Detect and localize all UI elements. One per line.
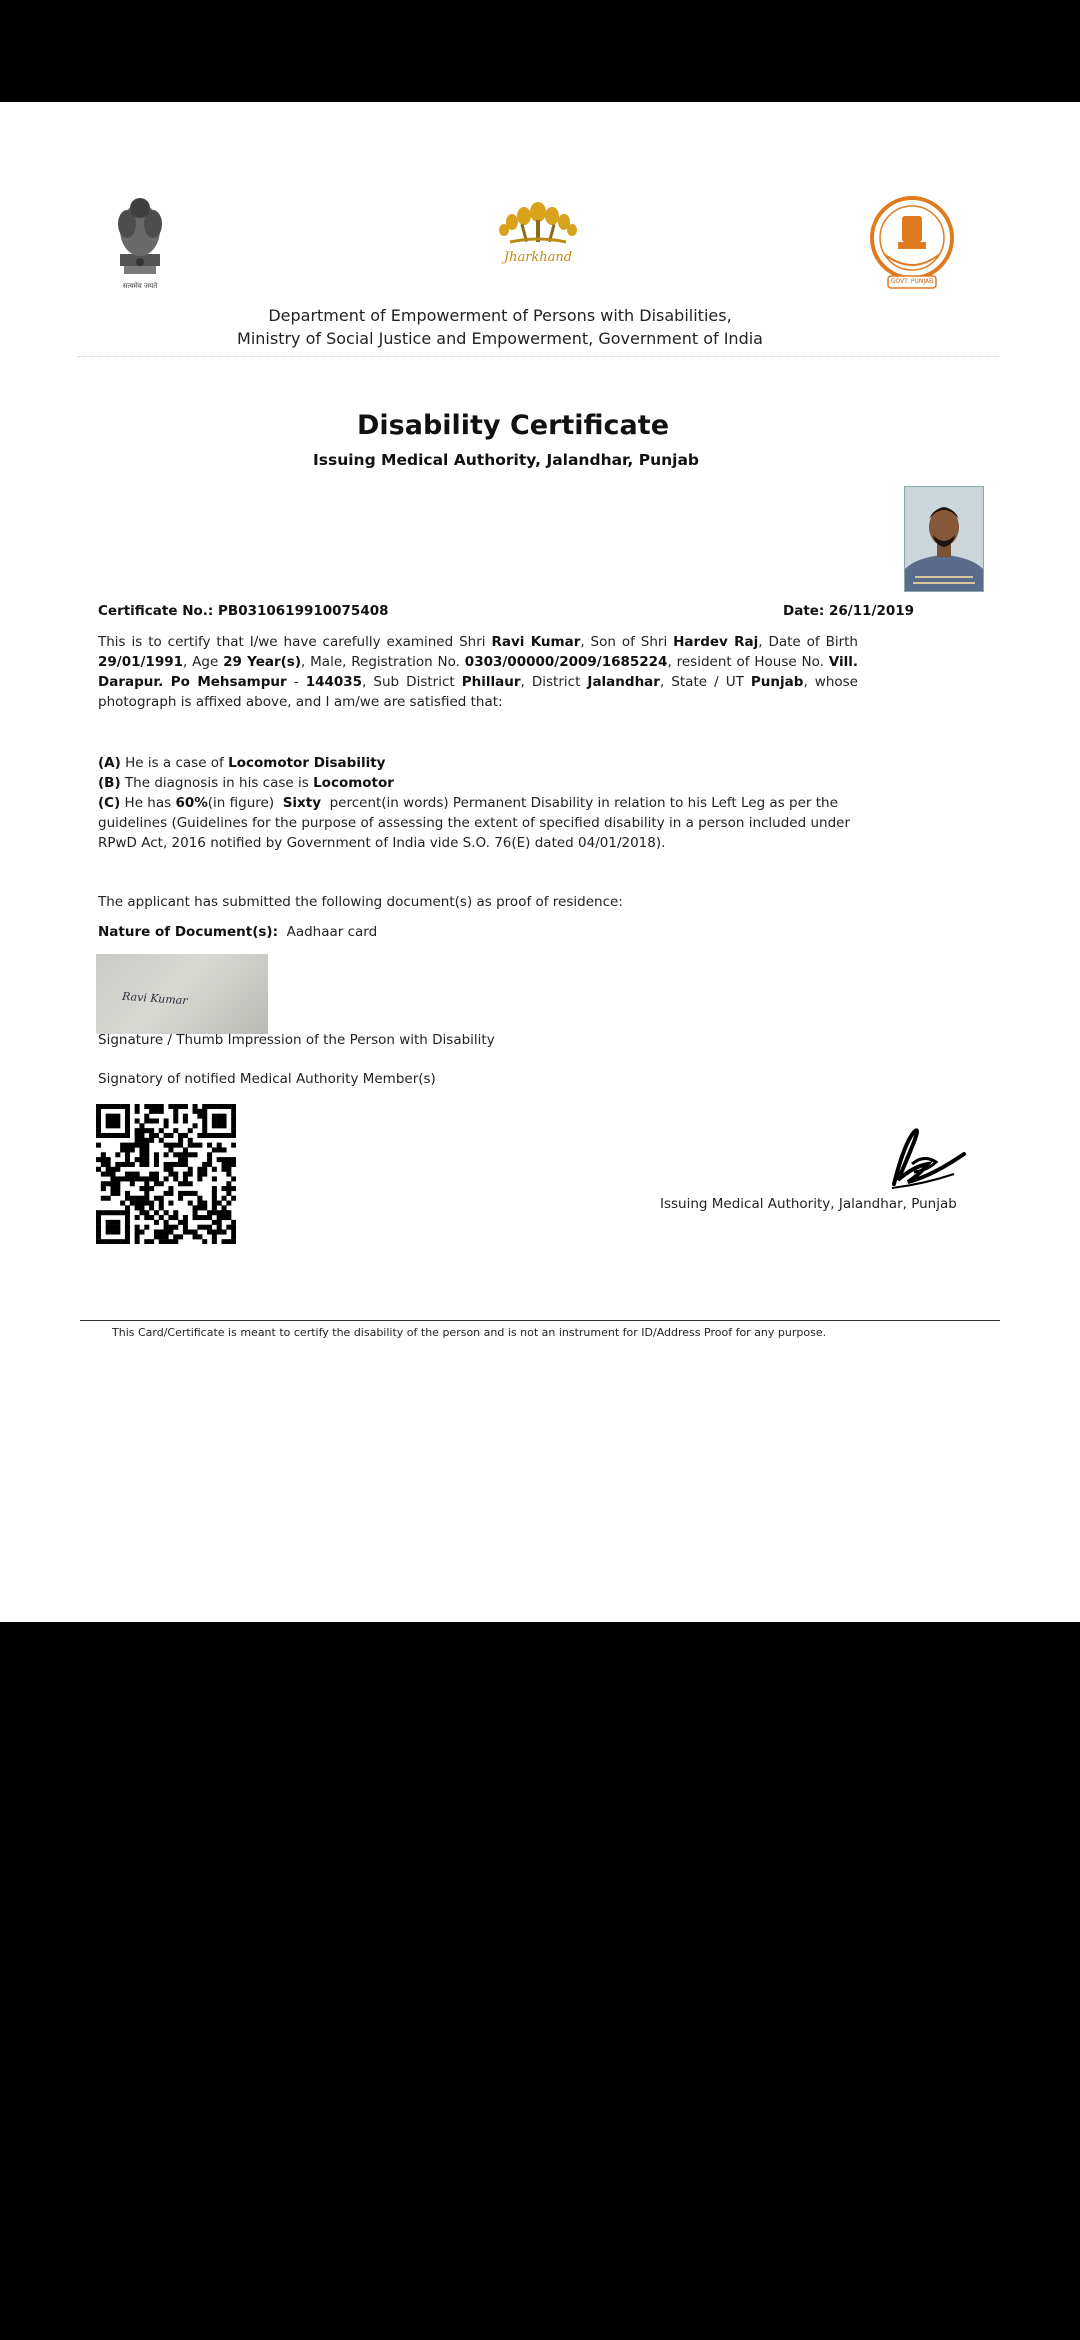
certificate-date: Date: 26/11/2019: [783, 603, 915, 619]
point-b: (B) The diagnosis in his case is Locomotor: [98, 775, 394, 791]
certificate-number: Certificate No.: PB0310619910075408: [98, 603, 389, 619]
footer-disclaimer: This Card/Certificate is meant to certify the disability of the person and is not an instrument for ID/Address Proof for any purpose.: [112, 1326, 827, 1339]
registration-number: 0303/00000/2009/1685224: [464, 654, 668, 670]
address: Vill. Darapur. Po Mehsampur: [98, 654, 859, 690]
authority-signature-image: [884, 1124, 974, 1194]
signature-caption: Signature / Thumb Impression of the Person with Disability: [98, 1032, 495, 1048]
point-c: (C) He has 60%(in figure) Sixty percent(in words) Permanent Disability in relation to his Left Leg as per the guidelines (Guidelines for the purpose of assessing the extent of specified disability in a person included under RPwD Act, 2016 notified by Government of India vide S.O. 76(E) dated 04/01/2018).: [98, 795, 855, 851]
header-divider: [78, 356, 1000, 357]
department-name: Department of Empowerment of Persons with Disabilities, Ministry of Social Justice and Empowerment, Government of India: [237, 306, 763, 348]
document-nature: Nature of Document(s): Aadhaar card: [98, 924, 378, 940]
disability-percent-words: Sixty: [282, 795, 321, 811]
age: 29 Year(s): [223, 654, 302, 670]
seal-label: GOVT. PUNJAB: [890, 278, 934, 285]
disability-percent: 60%: [175, 795, 208, 811]
date-of-birth: 29/01/1991: [98, 654, 184, 670]
state: Punjab: [750, 674, 804, 690]
proof-statement: The applicant has submitted the following document(s) as proof of residence:: [98, 894, 623, 910]
emblem-motto: सत्यमेव जयते: [122, 282, 158, 290]
signatory-label: Signatory of notified Medical Authority Member(s): [98, 1071, 436, 1087]
authority-caption: Issuing Medical Authority, Jalandhar, Punjab: [660, 1196, 957, 1212]
diagnosis: Locomotor: [313, 775, 394, 791]
father-name: Hardev Raj: [673, 634, 759, 650]
page-title: Disability Certificate: [356, 410, 670, 441]
document-type: Aadhaar card: [286, 924, 378, 940]
emblem-script: Jharkhand: [503, 250, 573, 265]
certification-statement: This is to certify that I/we have carefully examined Shri Ravi Kumar, Son of Shri Hardev Raj, Date of Birth 29/01/1991, Age 29 Year(s), Male, Registration No. 0303/00000/2009/1685224, resident of House No. Vill. Darapur. Po Mehsampur - 144035, Sub District Phillaur, District Jalandhar, State / UT Punjab, whose photograph is affixed above, and I am/we are satisfied that:: [98, 634, 859, 710]
disability-type: Locomotor Disability: [228, 755, 386, 771]
certificate-page: [0, 102, 1080, 1622]
footer-rule: [80, 1320, 1000, 1321]
punjab-seal-icon: [866, 190, 958, 300]
pincode: 144035: [305, 674, 363, 690]
national-emblem-icon: [100, 190, 180, 300]
qr-code: [96, 1104, 236, 1244]
district: Jalandhar: [587, 674, 660, 690]
issuing-authority-subtitle: Issuing Medical Authority, Jalandhar, Punjab: [312, 451, 700, 469]
state-emblem-icon: [488, 190, 588, 280]
disability-details: [98, 753, 858, 853]
applicant-signature-image: Ravi Kumar: [96, 954, 268, 1034]
applicant-photo: [904, 486, 984, 592]
person-name: Ravi Kumar: [491, 634, 581, 650]
sub-district: Phillaur: [461, 674, 521, 690]
point-a: (A) He is a case of Locomotor Disability: [98, 755, 386, 771]
